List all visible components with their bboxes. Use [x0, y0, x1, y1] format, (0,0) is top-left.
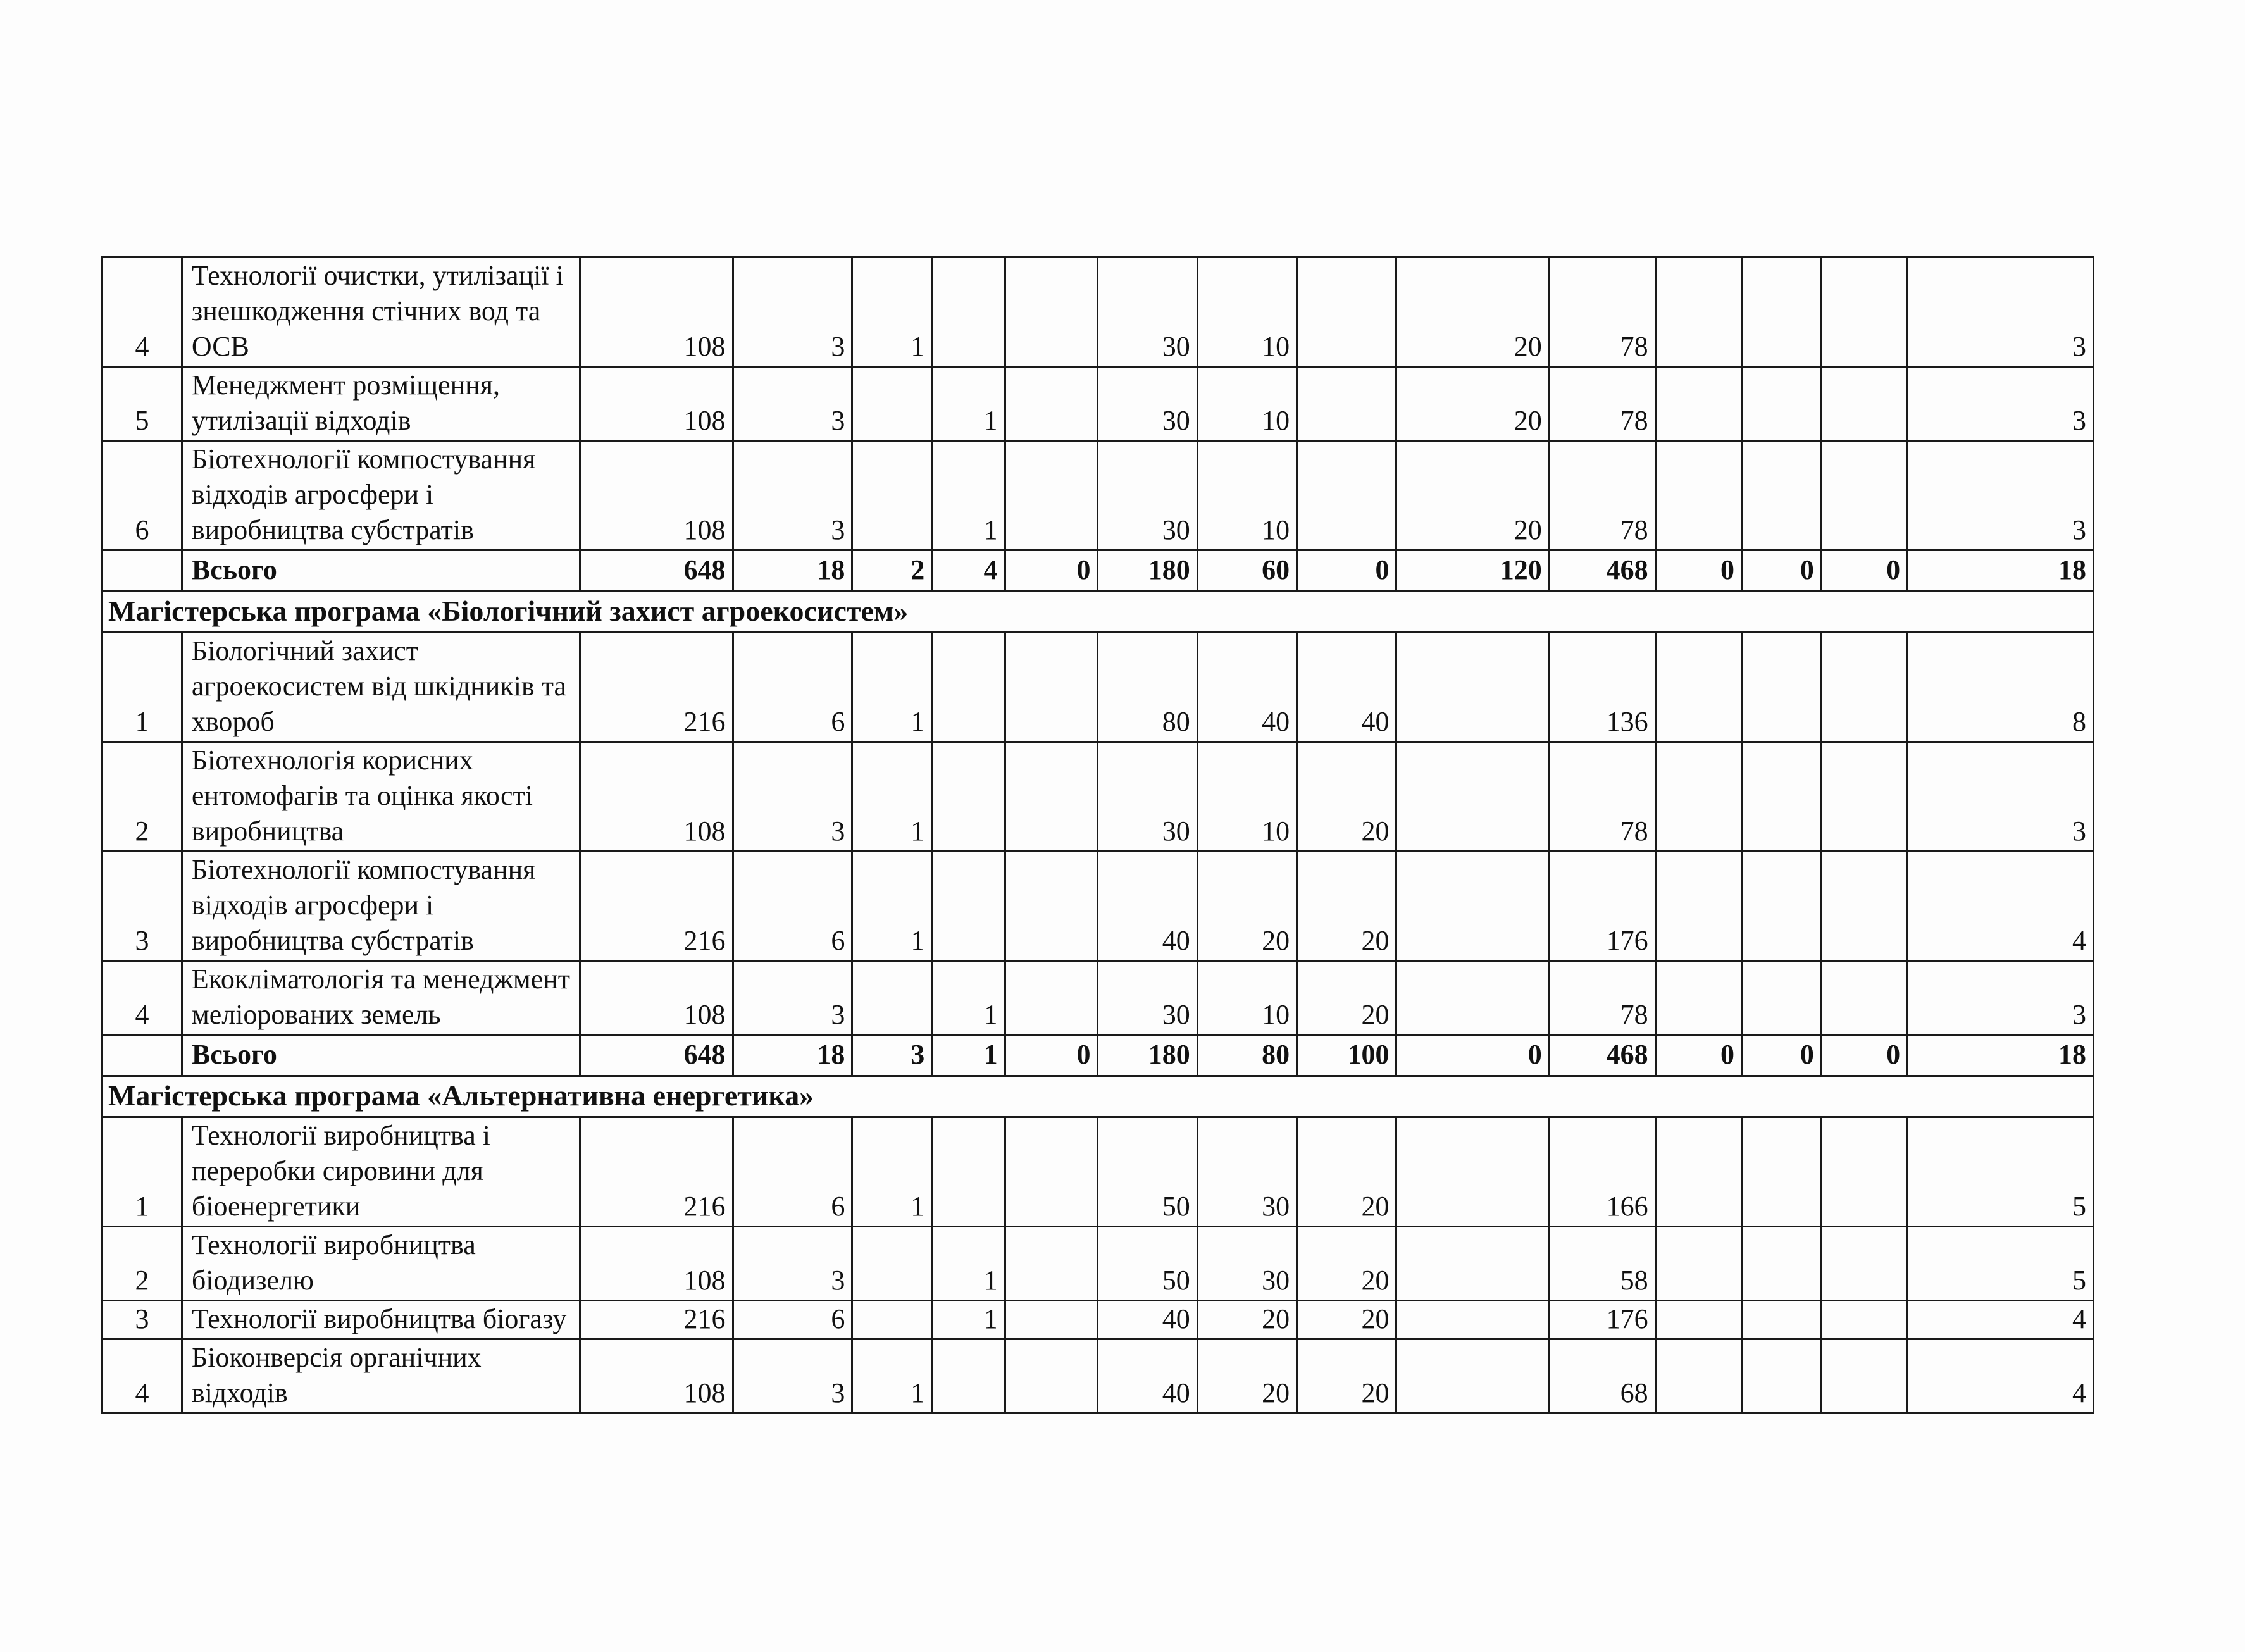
table-cell [1821, 1227, 1907, 1301]
total-cell: 0 [1655, 1035, 1741, 1076]
table-cell [1741, 367, 1821, 441]
table-cell [1005, 1339, 1098, 1413]
table-cell: 20 [1396, 367, 1549, 441]
table-cell: 4 [1908, 852, 2094, 961]
table-cell: 80 [1098, 633, 1197, 742]
table-cell [1005, 441, 1098, 550]
table-cell [852, 1301, 932, 1339]
table-cell [932, 633, 1005, 742]
table-cell: 20 [1297, 1301, 1396, 1339]
table-row [103, 1227, 2094, 1301]
table-cell: 1 [852, 1117, 932, 1227]
table-cell: 50 [1098, 1117, 1197, 1227]
table-cell: 3 [733, 1339, 852, 1413]
table-cell: 1 [852, 1339, 932, 1413]
table-cell [1005, 852, 1098, 961]
total-number-cell [103, 1035, 182, 1076]
table-cell [1821, 367, 1907, 441]
table-cell [1655, 742, 1741, 852]
total-cell: 0 [1741, 550, 1821, 592]
table-row [103, 961, 2094, 1035]
table-cell [1005, 1117, 1098, 1227]
table-cell [1655, 633, 1741, 742]
table-cell: 108 [580, 1227, 733, 1301]
table-cell: 108 [580, 961, 733, 1035]
table-cell [1396, 1301, 1549, 1339]
total-number-cell [103, 550, 182, 592]
row-number: 4 [103, 961, 182, 1035]
total-cell: 120 [1396, 550, 1549, 592]
table-cell: 30 [1098, 258, 1197, 367]
table-cell: 216 [580, 1117, 733, 1227]
table-cell: 3 [733, 441, 852, 550]
table-cell [1396, 633, 1549, 742]
table-cell: 3 [1908, 441, 2094, 550]
table-cell: 20 [1297, 1117, 1396, 1227]
total-cell: 18 [1908, 550, 2094, 592]
table-cell: 1 [852, 258, 932, 367]
table-cell [1655, 852, 1741, 961]
table-cell [1005, 742, 1098, 852]
table-cell: 6 [733, 852, 852, 961]
table-cell: 10 [1197, 441, 1297, 550]
table-cell [1741, 961, 1821, 1035]
table-row [103, 1301, 2094, 1339]
total-cell: 0 [1005, 1035, 1098, 1076]
table-cell [1655, 441, 1741, 550]
total-cell: 648 [580, 550, 733, 592]
total-cell: 180 [1098, 550, 1197, 592]
table-cell [1741, 852, 1821, 961]
table-cell: 40 [1197, 633, 1297, 742]
table-cell: 136 [1549, 633, 1655, 742]
section-header-row [103, 592, 2094, 633]
table-cell [1396, 961, 1549, 1035]
row-number: 1 [103, 633, 182, 742]
total-cell: 3 [852, 1035, 932, 1076]
table-cell: 20 [1197, 852, 1297, 961]
table-cell: 6 [733, 633, 852, 742]
table-cell: 20 [1297, 961, 1396, 1035]
table-cell: 78 [1549, 742, 1655, 852]
discipline-name: Біотехнологія корисних ентомофагів та оцінка якості виробництва [182, 742, 580, 852]
table-cell [932, 852, 1005, 961]
table-cell: 78 [1549, 441, 1655, 550]
discipline-name: Технології виробництва біодизелю [182, 1227, 580, 1301]
row-number: 5 [103, 367, 182, 441]
row-number: 3 [103, 852, 182, 961]
table-cell: 10 [1197, 258, 1297, 367]
table-cell [1005, 961, 1098, 1035]
table-cell [1655, 1301, 1741, 1339]
table-cell: 78 [1549, 258, 1655, 367]
discipline-name: Біологічний захист агроекосистем від шкідників та хвороб [182, 633, 580, 742]
table-cell [1741, 633, 1821, 742]
table-cell: 40 [1098, 1301, 1197, 1339]
table-cell: 166 [1549, 1117, 1655, 1227]
table-cell: 5 [1908, 1227, 2094, 1301]
table-cell [1821, 742, 1907, 852]
table-row [103, 633, 2094, 742]
table-cell: 58 [1549, 1227, 1655, 1301]
table-cell: 30 [1098, 367, 1197, 441]
table-cell [932, 1117, 1005, 1227]
table-cell: 20 [1297, 1339, 1396, 1413]
total-cell: 2 [852, 550, 932, 592]
table-cell [932, 258, 1005, 367]
total-label: Всього [182, 1035, 580, 1076]
table-cell: 20 [1197, 1339, 1297, 1413]
table-cell [1821, 1117, 1907, 1227]
table-cell: 3 [733, 1227, 852, 1301]
row-number: 3 [103, 1301, 182, 1339]
table-cell [1821, 961, 1907, 1035]
table-cell [1396, 742, 1549, 852]
table-cell: 20 [1297, 742, 1396, 852]
table-cell: 108 [580, 441, 733, 550]
table-cell [852, 961, 932, 1035]
discipline-name: Технології виробництва і переробки сировини для біоенергетики [182, 1117, 580, 1227]
table-row [103, 742, 2094, 852]
table-cell: 10 [1197, 742, 1297, 852]
total-cell: 18 [733, 550, 852, 592]
row-number: 1 [103, 1117, 182, 1227]
table-cell: 4 [1908, 1301, 2094, 1339]
table-cell: 40 [1297, 633, 1396, 742]
discipline-name: Технології виробництва біогазу [182, 1301, 580, 1339]
table-cell: 30 [1098, 961, 1197, 1035]
table-cell: 3 [733, 367, 852, 441]
table-row [103, 1339, 2094, 1413]
table-cell: 1 [932, 367, 1005, 441]
total-cell: 0 [1396, 1035, 1549, 1076]
table-cell [1821, 258, 1907, 367]
table-cell [852, 1227, 932, 1301]
table-cell: 1 [932, 441, 1005, 550]
table-cell [1741, 1117, 1821, 1227]
table-cell: 78 [1549, 961, 1655, 1035]
table-cell: 3 [733, 742, 852, 852]
table-cell: 1 [852, 742, 932, 852]
table-cell [1396, 1339, 1549, 1413]
discipline-name: Біоконверсія органічних відходів [182, 1339, 580, 1413]
table-cell [932, 1339, 1005, 1413]
table-cell: 30 [1197, 1117, 1297, 1227]
table-cell: 50 [1098, 1227, 1197, 1301]
table-cell: 3 [733, 258, 852, 367]
total-cell: 4 [932, 550, 1005, 592]
table-cell: 78 [1549, 367, 1655, 441]
table-cell [1005, 1227, 1098, 1301]
total-cell: 0 [1741, 1035, 1821, 1076]
table-cell [1655, 367, 1741, 441]
row-number: 6 [103, 441, 182, 550]
table-cell [1396, 1117, 1549, 1227]
table-cell: 1 [852, 633, 932, 742]
row-number: 4 [103, 1339, 182, 1413]
table-cell: 1 [932, 1301, 1005, 1339]
table-cell: 3 [1908, 961, 2094, 1035]
table-cell [1741, 1339, 1821, 1413]
table-cell: 40 [1098, 852, 1197, 961]
table-cell: 108 [580, 258, 733, 367]
table-cell: 216 [580, 852, 733, 961]
table-cell: 3 [1908, 258, 2094, 367]
section-header-row [103, 1076, 2094, 1117]
row-number: 4 [103, 258, 182, 367]
table-cell [1005, 633, 1098, 742]
table-cell: 8 [1908, 633, 2094, 742]
table-cell [852, 441, 932, 550]
total-cell: 0 [1297, 550, 1396, 592]
table-cell [1396, 1227, 1549, 1301]
table-cell [1005, 367, 1098, 441]
total-cell: 80 [1197, 1035, 1297, 1076]
table-cell: 10 [1197, 961, 1297, 1035]
table-cell [1655, 1227, 1741, 1301]
table-cell [1005, 1301, 1098, 1339]
table-cell [1005, 258, 1098, 367]
table-cell: 1 [932, 961, 1005, 1035]
table-cell [1741, 1301, 1821, 1339]
table-cell: 20 [1396, 441, 1549, 550]
table-row [103, 367, 2094, 441]
section-title: Магістерська програма «Альтернативна енергетика» [103, 1076, 2094, 1117]
table-row [103, 258, 2094, 367]
table-cell: 1 [932, 1227, 1005, 1301]
table-cell: 20 [1396, 258, 1549, 367]
table-cell: 216 [580, 633, 733, 742]
table-cell [1396, 852, 1549, 961]
total-cell: 648 [580, 1035, 733, 1076]
table-cell: 40 [1098, 1339, 1197, 1413]
table-cell [1821, 1339, 1907, 1413]
table-cell [852, 367, 932, 441]
discipline-name: Біотехнології компостування відходів агросфери і виробництва субстратів [182, 852, 580, 961]
table-row [103, 441, 2094, 550]
row-number: 2 [103, 1227, 182, 1301]
total-cell: 0 [1005, 550, 1098, 592]
table-cell: 3 [733, 961, 852, 1035]
table-cell: 5 [1908, 1117, 2094, 1227]
table-body [103, 258, 2094, 1413]
table-cell: 108 [580, 367, 733, 441]
table-cell: 30 [1098, 441, 1197, 550]
table-cell: 20 [1297, 1227, 1396, 1301]
table-row [103, 1117, 2094, 1227]
curriculum-table [101, 256, 2094, 1414]
table-cell: 216 [580, 1301, 733, 1339]
section-title: Магістерська програма «Біологічний захист агроекосистем» [103, 592, 2094, 633]
total-cell: 468 [1549, 550, 1655, 592]
total-cell: 0 [1821, 1035, 1907, 1076]
total-cell: 18 [733, 1035, 852, 1076]
table-cell: 3 [1908, 367, 2094, 441]
table-cell: 4 [1908, 1339, 2094, 1413]
table-cell [1821, 1301, 1907, 1339]
table-cell [1655, 1339, 1741, 1413]
discipline-name: Екокліматологія та менеджмент меліорованих земель [182, 961, 580, 1035]
total-row [103, 1035, 2094, 1076]
total-cell: 180 [1098, 1035, 1197, 1076]
total-cell: 0 [1655, 550, 1741, 592]
total-cell: 100 [1297, 1035, 1396, 1076]
table-cell [1741, 441, 1821, 550]
table-cell [932, 742, 1005, 852]
table-cell [1655, 1117, 1741, 1227]
table-cell [1297, 367, 1396, 441]
table-cell: 20 [1297, 852, 1396, 961]
table-cell [1297, 258, 1396, 367]
total-cell: 60 [1197, 550, 1297, 592]
table-row [103, 852, 2094, 961]
table-cell: 176 [1549, 852, 1655, 961]
table-cell [1821, 852, 1907, 961]
discipline-name: Менеджмент розміщення, утилізації відходів [182, 367, 580, 441]
table-cell: 6 [733, 1301, 852, 1339]
table-cell [1821, 441, 1907, 550]
table-cell: 1 [852, 852, 932, 961]
table-cell: 3 [1908, 742, 2094, 852]
table-cell [1297, 441, 1396, 550]
table-cell: 10 [1197, 367, 1297, 441]
table-cell: 6 [733, 1117, 852, 1227]
table-cell: 108 [580, 742, 733, 852]
table-cell: 30 [1197, 1227, 1297, 1301]
table-cell [1655, 258, 1741, 367]
table-cell: 68 [1549, 1339, 1655, 1413]
table-cell: 176 [1549, 1301, 1655, 1339]
total-cell: 18 [1908, 1035, 2094, 1076]
row-number: 2 [103, 742, 182, 852]
total-cell: 468 [1549, 1035, 1655, 1076]
total-cell: 0 [1821, 550, 1907, 592]
total-row [103, 550, 2094, 592]
discipline-name: Технології очистки, утилізації і знешкодження стічних вод та ОСВ [182, 258, 580, 367]
table-cell [1821, 633, 1907, 742]
curriculum-table-wrapper [101, 256, 2094, 1414]
table-cell [1655, 961, 1741, 1035]
table-cell: 108 [580, 1339, 733, 1413]
table-cell: 30 [1098, 742, 1197, 852]
table-cell [1741, 742, 1821, 852]
total-label: Всього [182, 550, 580, 592]
table-cell [1741, 258, 1821, 367]
table-cell [1741, 1227, 1821, 1301]
total-cell: 1 [932, 1035, 1005, 1076]
table-cell: 20 [1197, 1301, 1297, 1339]
discipline-name: Біотехнології компостування відходів агросфери і виробництва субстратів [182, 441, 580, 550]
